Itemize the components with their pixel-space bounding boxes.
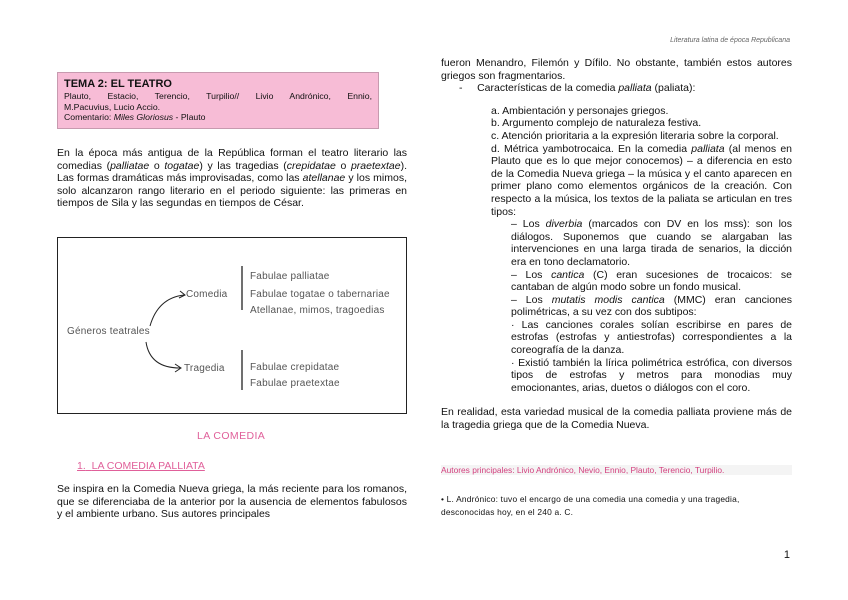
topic-authors-line2: M.Pacuvius, Lucio Accio. bbox=[64, 101, 161, 112]
type-cantica: – Los cantica (C) eran sucesiones de trocaicos: se cantaban de algún modo sobre un fondo musical. bbox=[511, 268, 793, 294]
characteristics-heading: - Características de la comedia palliata (paliata): bbox=[459, 82, 696, 95]
genres-diagram bbox=[57, 237, 407, 414]
page-number: 1 bbox=[783, 549, 790, 561]
topic-comment: Comentario: Miles Gloriosus - Plauto bbox=[64, 112, 206, 123]
intro-paragraph: En la época más antigua de la República forman el teatro literario las comedias (palliatae o togatae) y las tragedias (crepidatae o praetextae). Las formas dramáticas más improvisadas, como las atellanae y los mimos, solo alcanzaron rango literario en el periodo siguiente: las primeras en tiempos de Sila y las segundas en tiempos de César. bbox=[57, 147, 408, 210]
type-mmc: – Los mutatis modis cantica (MMC) eran canciones polimétricas, a su vez con dos subtipos: bbox=[511, 293, 792, 319]
type-diverbia: – Los diverbia (marcados con DV en los mss): son los diálogos. Suponemos que cuando se alargaban las intervenciones en una larga tirada de senarios, la dicción era en tono declamatorio. bbox=[511, 218, 792, 268]
principal-authors: Autores principales: Livio Andrónico, Nevio, Ennio, Plauto, Terencio, Turpilio. bbox=[441, 465, 792, 475]
continuation-text: fueron Menandro, Filemón y Dífilo. No obstante, también estos autores griegos son fragmentarios. bbox=[441, 57, 792, 82]
music-types-list bbox=[441, 218, 792, 394]
section-title-comedia: LA COMEDIA bbox=[197, 430, 266, 442]
subtype-2: · Existió también la lírica polimétrica estrófica, con diversos tipos de estrofas y metros para monodias muy emocionantes, arias, duetos o diálogos con el coro. bbox=[511, 356, 792, 394]
tragedia-item-2: Fabulae praetextae bbox=[250, 378, 340, 389]
topic-authors-line1: Plauto, Estacio, Terencio, Turpilio// Livio Andrónico, Ennio, bbox=[64, 91, 372, 101]
comedia-item-2: Fabulae togatae o tabernariae bbox=[250, 289, 390, 300]
characteristic-c: c. Atención prioritaria a la expresión literaria sobre la corporal. bbox=[491, 129, 779, 142]
andronico-note: • L. Andrónico: tuvo el encargo de una comedia una comedia y una tragedia, desconocidas hoy, en el 240 a. C. bbox=[441, 494, 740, 517]
diagram-root: Géneros teatrales bbox=[67, 326, 150, 337]
running-header: Literatura latina de época Republicana bbox=[670, 37, 790, 44]
section-title-palliata: 1. LA COMEDIA PALLIATA bbox=[77, 460, 205, 472]
reality-paragraph: En realidad, esta variedad musical de la comedia palliata proviene más de la tragedia griega que de la Comedia Nueva. bbox=[441, 406, 792, 432]
topic-title: TEMA 2: EL TEATRO bbox=[64, 78, 172, 90]
right-column bbox=[441, 57, 792, 432]
comedia-item-3: Atellanae, mimos, tragoedias bbox=[250, 305, 385, 316]
characteristic-d: d. Métrica yambotrocaica. En la comedia palliata (al menos en Plauto que es lo que mejor conocemos) – a diferencia en esto de la Comedia Nueva griega – la música y el canto aparecen en primer plano como elementos orgánicos de la creación. Con respecto a la música, los textos de la paliata se articulan en tres tipos: bbox=[491, 142, 792, 218]
characteristic-b: b. Argumento complejo de naturaleza festiva. bbox=[491, 117, 702, 130]
palliata-intro: Se inspira en la Comedia Nueva griega, la más reciente para los romanos, que se diferenciaba de la anterior por la ausencia de elementos fabulosos y el ambiente urbano. Sus autores principales bbox=[57, 483, 407, 521]
topic-box bbox=[57, 72, 379, 129]
comedia-item-1: Fabulae palliatae bbox=[250, 271, 330, 282]
subtype-1: · Las canciones corales solían escribirse en pares de estrofas (estrofas y antiestrofas) correspondientes a la coreografía de la danza. bbox=[511, 318, 792, 357]
characteristic-a: a. Ambientación y personajes griegos. bbox=[491, 104, 669, 117]
characteristics-list bbox=[441, 105, 792, 218]
diagram-branch-tragedia: Tragedia bbox=[184, 363, 225, 374]
diagram-branch-comedia: Comedia bbox=[186, 289, 228, 300]
comment-work: Miles Gloriosus bbox=[113, 112, 174, 123]
tragedia-item-1: Fabulae crepidatae bbox=[250, 362, 340, 373]
